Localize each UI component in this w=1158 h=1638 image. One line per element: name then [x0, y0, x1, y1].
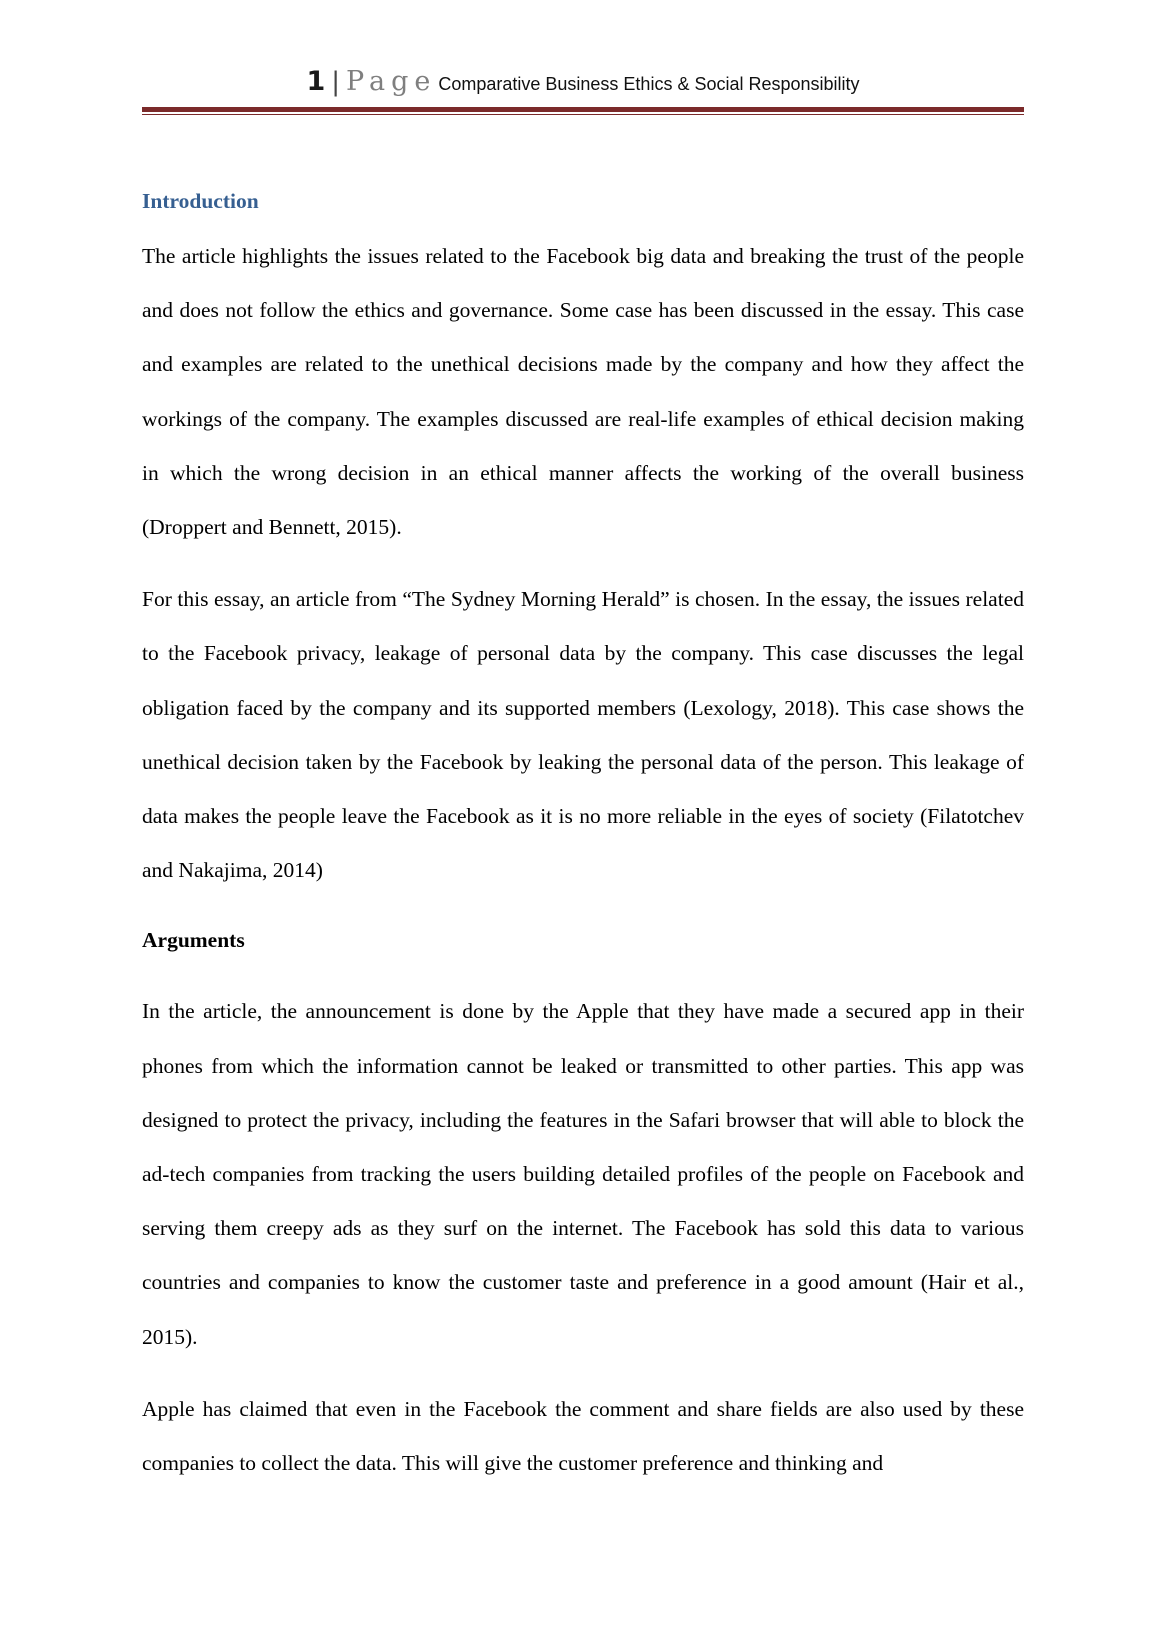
- page-header: [142, 66, 1024, 106]
- intro-paragraph-1: The article highlights the issues related to the Facebook big data and breaking the trust of the people and does not follow the ethics and governance. Some case has been discussed in the essay. This case and examples are related to the unethical decisions made by the company and how they affect the workings of the company. The examples discussed are real-life examples of ethical decision making in which the wrong decision in an ethical manner affects the working of the overall business (Droppert and Bennett, 2015).: [142, 244, 1024, 540]
- page-label: Page: [346, 66, 437, 97]
- header-line: [142, 66, 1024, 97]
- document-title: Comparative Business Ethics & Social Responsibility: [438, 74, 860, 94]
- header-rule-thin: [142, 114, 1024, 115]
- header-rule-thick: [142, 107, 1024, 112]
- arguments-paragraph-2: Apple has claimed that even in the Facebook the comment and share fields are also used by these companies to collect the data. This will give the customer preference and thinking and: [142, 1396, 1024, 1476]
- document-body: [142, 186, 1024, 1490]
- page-number: 1: [306, 66, 326, 97]
- header-separator: |: [331, 67, 341, 97]
- arguments-heading: Arguments: [142, 928, 245, 953]
- arguments-paragraph-1: In the article, the announcement is done by the Apple that they have made a secured app in their phones from which the information cannot be leaked or transmitted to other parties. This app was designed to protect the privacy, including the features in the Safari browser that will able to block the ad-tech companies from tracking the users building detailed profiles of the people on Facebook and serving them creepy ads as they surf on the internet. The Facebook has sold this data to various countries and companies to know the customer taste and preference in a good amount (Hair et al., 2015).: [142, 999, 1024, 1349]
- intro-paragraph-2: For this essay, an article from “The Sydney Morning Herald” is chosen. In the essay, the issues related to the Facebook privacy, leakage of personal data by the company. This case discusses the legal obligation faced by the company and its supported members (Lexology, 2018). This case shows the unethical decision taken by the Facebook by leaking the personal data of the person. This leakage of data makes the people leave the Facebook as it is no more reliable in the eyes of society (Filatotchev and Nakajima, 2014): [142, 587, 1024, 883]
- introduction-heading: Introduction: [142, 189, 259, 213]
